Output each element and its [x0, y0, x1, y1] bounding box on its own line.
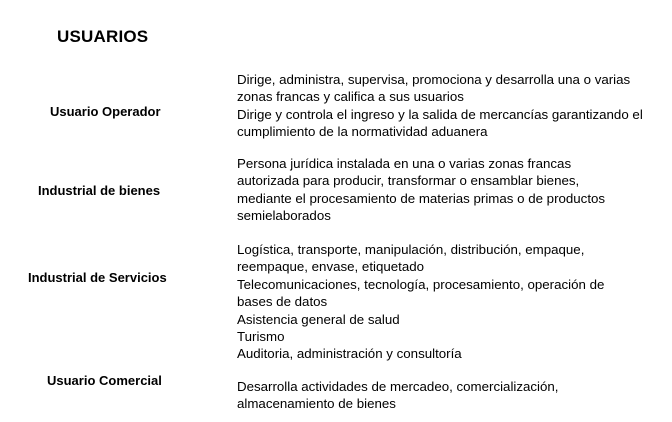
page-title: USUARIOS [57, 27, 149, 46]
description-line: almacenamiento de bienes [237, 396, 396, 412]
description-line: Desarrolla actividades de mercadeo, comercialización, [237, 379, 559, 394]
description-line: mediante el procesamiento de materias primas o de productos [237, 190, 606, 206]
row-label-industrial-de-servicios: Industrial de Servicios [28, 270, 167, 285]
row-description-industrial-de-bienes [237, 155, 667, 225]
description-line: cumplimiento de la normatividad aduanera [237, 124, 488, 140]
description-line: Auditoria, administración y consultoría [237, 346, 462, 362]
description-line: Dirige, administra, supervisa, promociona y desarrolla una o varias [237, 72, 631, 87]
description-line: Persona jurídica instalada en una o varias zonas francas [237, 156, 572, 171]
row-label-usuario-operador: Usuario Operador [50, 104, 161, 119]
row-description-usuario-comercial [237, 378, 667, 413]
description-line: bases de datos [237, 294, 328, 310]
description-line: semielaborados [237, 208, 331, 224]
description-line: Telecomunicaciones, tecnología, procesamiento, operación de [237, 276, 605, 292]
description-line: Turismo [237, 329, 285, 345]
description-line: reempaque, envase, etiquetado [237, 259, 425, 275]
description-line: Asistencia general de salud [237, 311, 400, 327]
description-line: Logística, transporte, manipulación, distribución, empaque, [237, 242, 585, 257]
description-line: autorizada para producir, transformar o ensamblar bienes, [237, 173, 580, 189]
row-description-industrial-de-servicios [237, 241, 667, 363]
row-label-industrial-de-bienes: Industrial de bienes [38, 183, 161, 198]
description-line: Dirige y controla el ingreso y la salida de mercancías garantizando el [237, 106, 643, 122]
description-line: zonas francas y califica a sus usuarios [237, 89, 464, 105]
row-label-usuario-comercial: Usuario Comercial [47, 373, 162, 388]
row-description-usuario-operador [237, 71, 667, 141]
